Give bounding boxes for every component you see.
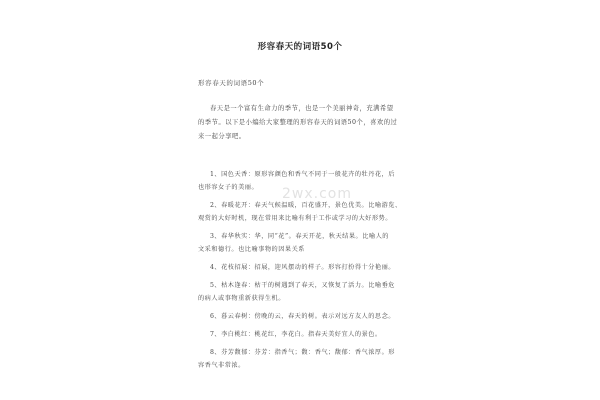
list-item-line-2: 文采和德行。也比喻事物的因果关系 <box>198 246 305 253</box>
document-subtitle: 形容春天的词语50个 <box>198 79 265 87</box>
list-item-line-2: 也形容女子的美丽。 <box>198 184 259 191</box>
list-item-line-1: 2、春暖花开：春天气候温暖，百花盛开，景色优美。比喻游览、 <box>210 202 402 209</box>
list-item <box>198 346 410 372</box>
list-item-line-1: 5、枯木逢春：枯干的树遇到了春天，又恢复了活力。比喻垂危 <box>210 282 395 289</box>
list-item-line-2: 的病人或事物重新获得生机。 <box>198 295 285 302</box>
list-item-line-2: 观赏的大好时机，现在常用来比喻有利于工作或学习的大好形势。 <box>198 215 392 222</box>
list-item <box>198 199 410 225</box>
list-item <box>198 279 410 305</box>
watermark: 2wx.com <box>282 186 352 202</box>
list-item <box>198 230 410 256</box>
list-item-line-1: 8、芬芳馥郁：芬芳：指香气；馥：香气；馥郁：香气浓厚。形 <box>210 349 395 356</box>
list-item <box>198 261 410 274</box>
intro-paragraph <box>198 102 408 144</box>
list-item-line-1: 3、春华秋实：华，同“花”。春天开花，秋天结果。比喻人的 <box>210 233 389 240</box>
intro-line-2: 的季节。以下是小编给大家整理的形容春天的词语50个，喜欢的过 <box>198 119 398 126</box>
idiom-list <box>198 168 410 377</box>
list-item <box>198 168 410 194</box>
list-item-line-1: 7、李白桃红：桃花红，李花白。指春天美好宜人的景色。 <box>210 331 382 338</box>
intro-line-1: 春天是一个富有生命力的季节，也是一个美丽神奇，充满希望 <box>210 105 394 112</box>
list-item-line-2: 容香气非常浓。 <box>198 362 245 369</box>
list-item-line-1: 4、花枝招展：招展，迎风摆动的样子。形容打扮得十分艳丽。 <box>210 264 395 271</box>
document-title: 形容春天的词语50个 <box>257 42 343 52</box>
list-item-line-1: 1、国色天香：原形容颜色和香气不同于一般花卉的牡丹花，后 <box>210 171 395 178</box>
list-item-line-1: 6、暮云春树：傍晚的云，春天的树。表示对远方友人的思念。 <box>210 313 395 320</box>
intro-line-3: 来一起分享吧。 <box>198 133 246 140</box>
list-item <box>198 328 410 341</box>
list-item <box>198 310 410 323</box>
